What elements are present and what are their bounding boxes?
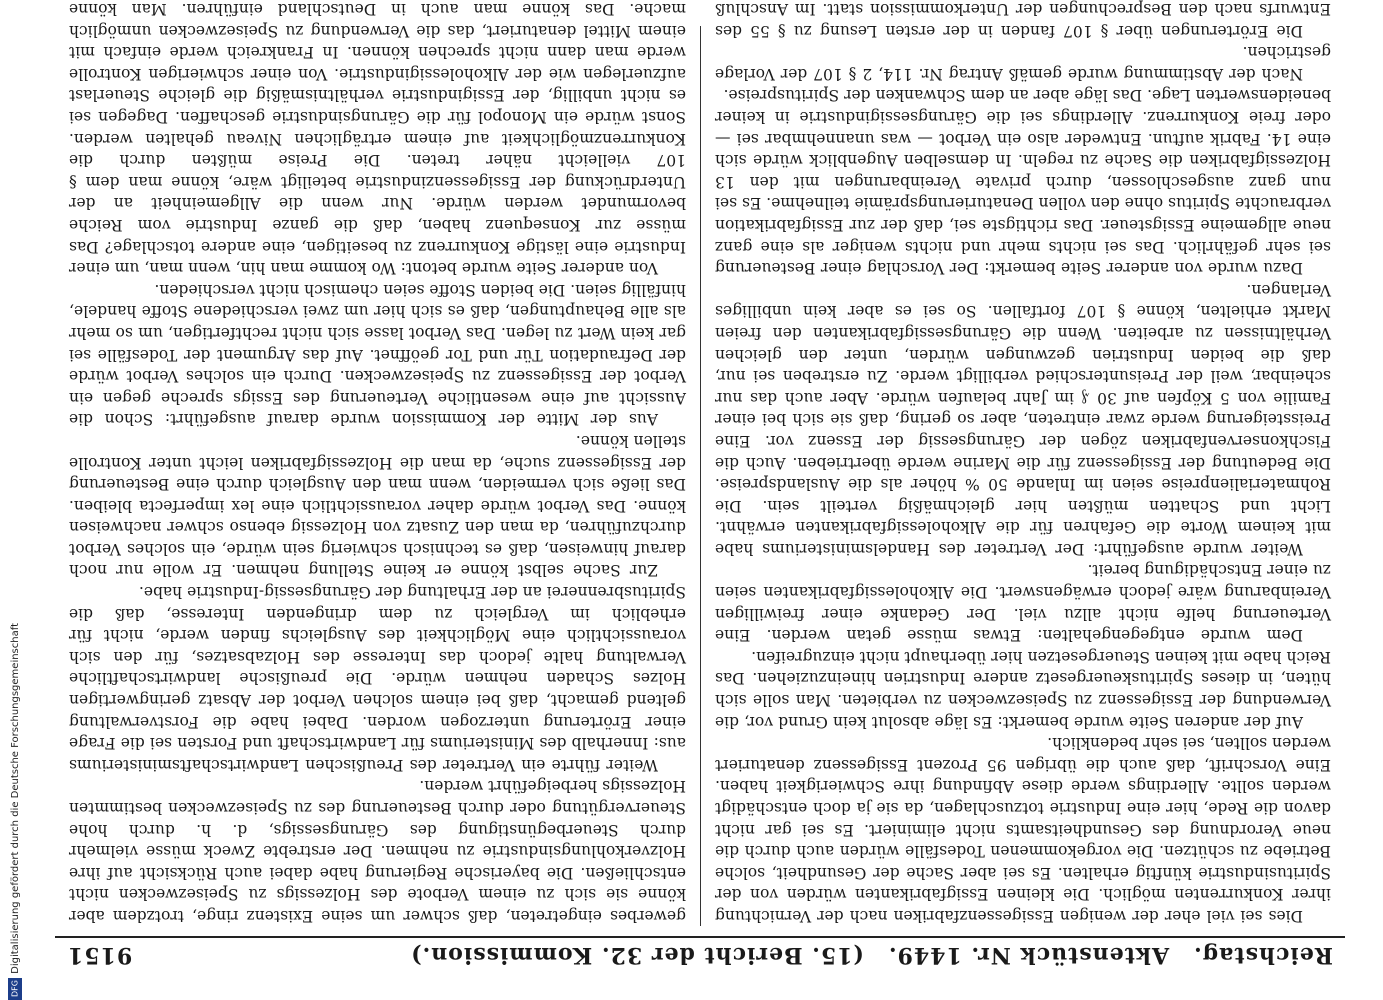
paragraph: Von anderer Seite wurde betont: Wo komme man hin, wenn man, um einer Industrie eine lästige Konkurrenz zu beseitigen, eine andere totschlage? Das müsse zur Konsequenz haben, daß die ganze Industrie vom Reiche bevormundet werden würde. Nur wenn die Allgemeinheit an der Unterdrückung der Essigessenzindustrie beteiligt wäre, könne man dem § 107 vielleicht näher treten. Die Preise müßten durch die Konkurrenzmöglichkeit auf einem erträglichen Niveau gehalten werden. Sonst würde ein Monopol für die Gärungsindustrie geschaffen. Dagegen sei es nicht unbillig, der Essigindustrie verhältnismäßig die gleiche Steuerlast aufzuerlegen wie der Alkoholessigindustrie. Von einer schwierigen Kontrolle werde man dann nicht sprechen können. In Frankreich werde einfach mit einem Mittel denaturiert, das die Verwendung zu Speisezwecken unmöglich mache. Das könne man auch in Deutschland einführen. Man könne: [69, 0, 686, 278]
right-column: [55, 0, 700, 926]
paragraph: Dem wurde entgegengehalten: Etwas müsse getan werden. Eine Verteuerung helfe nicht allzu viel. Der Gedanke einer freiwilligen Vereinbarung wäre jedoch erwägenswert. Die Alkoholessigfabrikanten seien zu einer Entschädigung bereit.: [715, 561, 1331, 645]
header-aktenstueck: Aktenstück Nr. 1449.: [887, 942, 1170, 968]
page-number: 9151: [67, 942, 133, 968]
document-page: [55, 0, 1345, 980]
paragraph: Dazu wurde von anderer Seite bemerkt: Der Vorschlag einer Besteuerung sei sehr gefährlich. Das sei nichts mehr und nichts weniger als eine ganz neue allgemeine Essigsteuer. Das richtigste sei, daß der zur Essigfabrikation verbrauchte Spiritus ohne den vollen Denaturierungsprämie teilnehme. Es sei nun ganz ausgeschlossen, durch private Vereinbarungen mit den 13 Holzessigfabriken die Sache zu regeln. In demselben Augenblick würde sich eine 14. Fabrik auftun. Entweder also ein Verbot — was unannehmbar sei — oder freie Konkurrenz. Allerdings sei die Gärungsessigindustrie in keiner beneidenswerten Lage. Das läge aber an dem Schwanken der Spirituspreise.: [715, 86, 1331, 278]
paragraph: Die Erörterungen über § 107 fanden in der ersten Lesung zu § 55 des Entwurfs nach den Besprechungen der Unterkommission statt. Im Anschluß: [715, 0, 1331, 40]
paragraph: Weiter wurde ausgeführt: Der Vertreter des Handelsministeriums habe mit keinem Worte die Gefahren für die Alkoholessigfabrikanten erwähnt. Licht und Schatten müßten hier gleichmäßig verteilt sein. Die Rohmaterialienpreise seien im Inlande 50 % höher als die Auslandspreise. Die Bedeutung der Essigessenz für die Marine werde übertrieben. Auch die Fischkonservenfabriken zögen der Gärungsessig der Essenz vor. Eine Preissteigerung werde zwar eintreten, aber so gering, daß sie sich bei einer Familie von 5 Köpfen auf 30 ₰ im Jahr belaufen würde. Aber auch das nur scheinbar, weil der Preisunterschied verbilligt werde. Zu erstreben sei nur, daß die beiden Industrien gezwungen würden, unter den gleichen Verhältnissen zu arbeiten. Wenn die Gärungsessigfabrikanten den freien Markt erhielten, könne § 107 fortfallen. So sei es aber kein unbilliges Verlangen.: [715, 280, 1331, 558]
paragraph: Auf der anderen Seite wurde bemerkt: Es läge absolut kein Grund vor, die Verwendung der Essigessenz zu Speisezwecken zu verbieten. Man solle sich hüten, in dieses Spirituskeuergesetz andere Industrien hineinzuziehen. Das Reich habe mit keinen Steuergesetzen hier überhaupt nicht einzugreifen.: [715, 647, 1331, 731]
paragraph: gewerbes eingetreten, daß schwer um seine Existenz ringe, trotzdem aber könne sie sich zu einem Verbote des Holzessigs zu Speisezwecken nicht entschließen. Die bayerische Regierung habe dabei auch Rücksicht auf ihre Holzverkohlungsindustrie zu nehmen. Der erstrebte Zweck müsse vielmehr durch Steuerbegünstigung des Gärungsessigs, d. h. durch hohe Steuervergütung oder durch Besteuerung des zu Speisezwecken bestimmten Holzessigs herbeigeführt werden.: [69, 777, 686, 925]
paragraph: Dies sei viel eher der wenigen Essigessenzfabriken nach der Vernichtung ihrer Konkurrenten möglich. Die kleinen Essigfabrikanten würden von der Spiritusindustrie künftig erhalten. Es sei aber Sache der Gesundheit, solche Betriebe zu schützen. Die vorgekommenen Todesfälle würden auch durch die neue Verordnung des Gesundheitsamts nicht eliminiert. Es sei gar nicht davon die Rede, hier eine Industrie totzuschlagen, da sie ja doch entschädigt werden sollte. Allerdings werde diese Abfindung ihre Schwierigkeit haben. Eine Vorschrift, daß auch die übrigen 95 Prozent Essigessenz denaturiert werden sollten, sei sehr bedenklich.: [715, 734, 1331, 925]
text-columns: [55, 0, 1345, 926]
digitization-footer: [0, 600, 30, 1000]
paragraph: Nach der Abstimmung wurde gemäß Antrag Nr. 114, 2 § 107 der Vorlage gestrichen.: [715, 43, 1331, 83]
dfg-logo-icon: DFG: [8, 978, 22, 1000]
paragraph: Zur Sache selbst könne er keine Stellung nehmen. Er wolle nur noch darauf hinweisen, daß es technisch schwierig sein würde, ein solches Verbot durchzuführen, da man den Zusatz von Holzessig ebenso schwer nachweisen könne. Das Verbot würde daher voraussichtlich eine lex imperfecta bleiben. Das ließe sich vermeiden, wenn man den Ausgleich durch eine Besteuerung der Essigessenz suche, da man die Holzessigfabriken leicht unter Kontrolle stellen könne.: [69, 431, 686, 580]
paragraph: Weiter führte ein Vertreter des Preußischen Landwirtschaftsministeriums aus: Innerhalb des Ministeriums für Landwirtschaft und Forsten sei die Frage einer Erörterung unterzogen worden. Dabei habe die Forstverwaltung geltend gemacht, daß bei einem solchen Verbot der Absatz geringwertigen Holzes Schaden nehmen würde. Die preußische landwirtschaftliche Verwaltung halte jedoch das Interesse des Holzabsatzes, für den sich voraussichtlich eine Möglichkeit des Ausgleichs finden werde, nicht für erheblich im Vergleich zu dem dringenden Interesse, daß die Spiritusbrennerei an der Erhaltung der Gärungsessig-Industrie habe.: [69, 583, 686, 774]
digitization-note: Digitalisierung gefördert durch die Deutsche Forschungsgemeinschaft: [9, 623, 21, 974]
paragraph: Aus der Mitte der Kommission wurde darauf ausgeführt: Schon die Aussicht auf eine wesentliche Verteuerung des Essigs spreche gegen ein Verbot der Essigessenz zu Speisezwecken. Durch ein solches Verbot würde der Defraudation Tür und Tor geöffnet. Auf das Argument der Todesfälle sei gar kein Wert zu legen. Das Verbot lasse sich nicht rechtfertigen, um so mehr als alle Behauptungen, daß es sich hier um zwei verschiedene Stoffe handele, hinfällig seien. Die beiden Stoffe seien chemisch nicht verschieden.: [69, 280, 686, 429]
header-reichstag: Reichstag.: [1193, 942, 1333, 968]
page-header: [55, 936, 1345, 980]
left-column: [700, 0, 1345, 926]
header-bericht: (15. Bericht der 32. Kommission.): [410, 942, 864, 968]
